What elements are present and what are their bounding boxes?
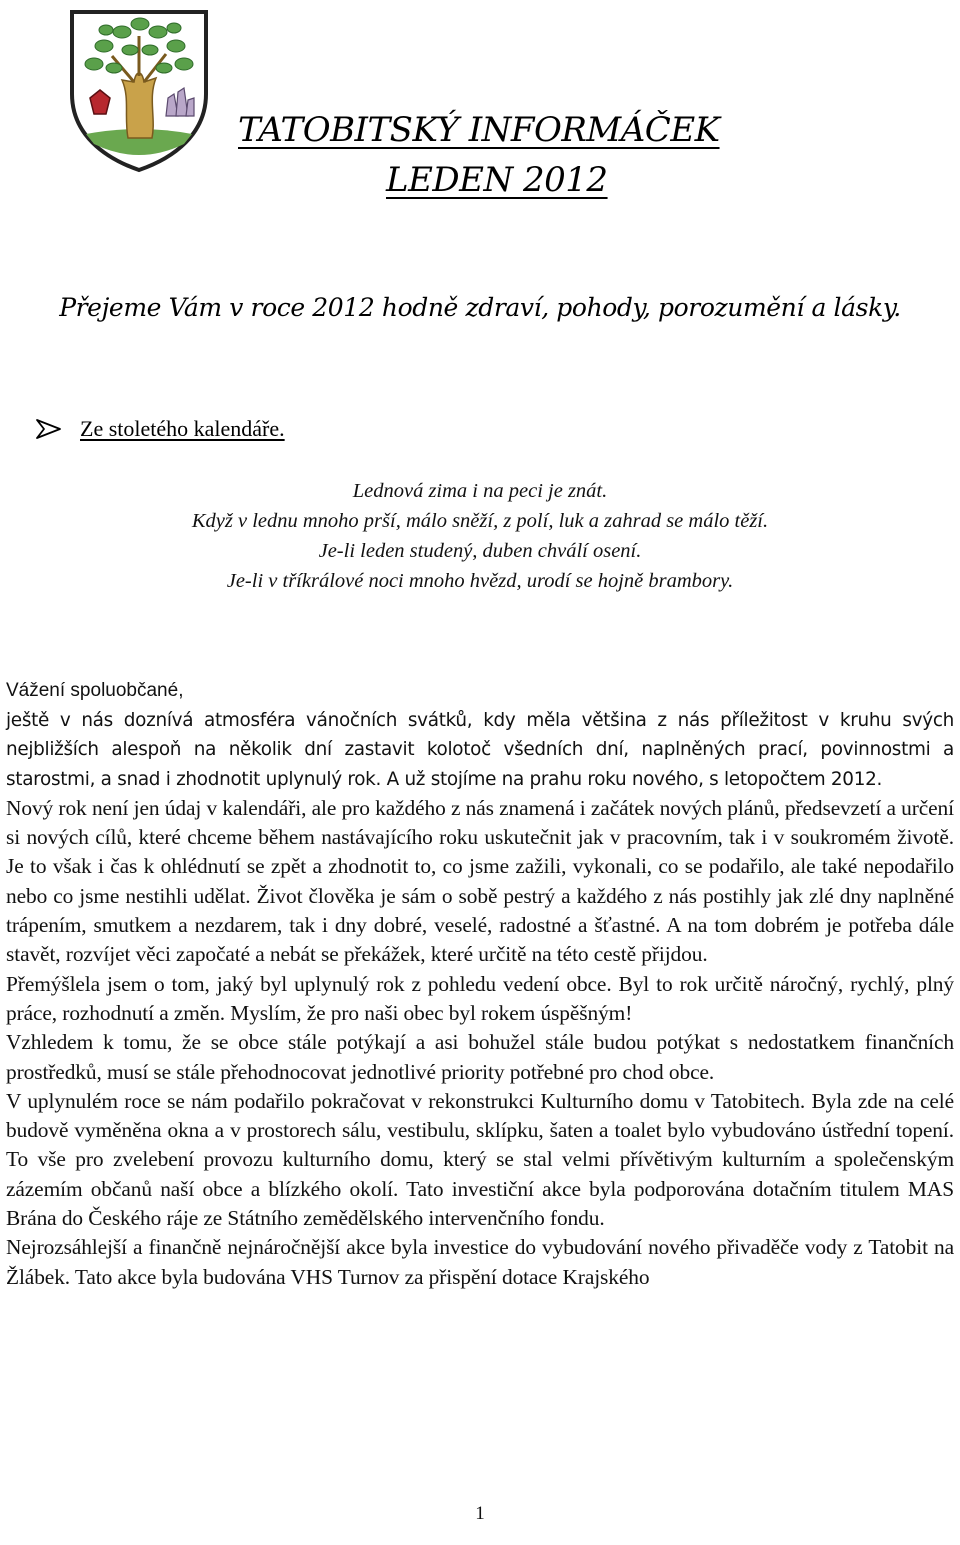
arrow-bullet-icon	[34, 418, 64, 440]
letter-paragraph: ještě v nás doznívá atmosféra vánočních svátků, kdy měla většina z nás příležitost v kruhu svých nejbližších alespoň na několik dní zastavit kolotoč všedních dní, naplněných prací, povinnostmi a starostmi, a snad i zhodnotit uplynulý rok. A už stojíme na prahu roku nového, s letopočtem 2012.	[6, 710, 954, 790]
newsletter-title: TATOBITSKÝ INFORMÁČEK	[238, 110, 720, 150]
letter-paragraph: Přemýšlela jsem o tom, jaký byl uplynulý rok z pohledu vedení obce. Byl to rok určitě náročný, rychlý, plný práce, rozhodnutí a změn. Myslím, že pro naši obec byl rokem úspěšným!	[6, 971, 954, 1025]
coat-of-arms-crest	[64, 6, 214, 174]
section-header	[34, 416, 285, 442]
proverb-line: Je-li leden studený, duben chválí osení.	[318, 540, 642, 562]
proverb-line: Když v lednu mnoho prší, málo sněží, z polí, luk a zahrad se málo těží.	[191, 510, 769, 532]
mayor-letter	[6, 676, 954, 1292]
section-heading: Ze stoletého kalendáře.	[80, 416, 285, 441]
letter-paragraph: Nejrozsáhlejší a finančně nejnáročnější akce byla investice do vybudování nového přivaděče vody z Tatobit na Žlábek. Tato akce byla budována VHS Turnov za přispění dotace Krajského	[6, 1235, 954, 1289]
letter-paragraph: V uplynulém roce se nám podařilo pokračovat v rekonstrukci Kulturního domu v Tatobitech. Byla zde na celé budově vyměněna okna a v prostorech sálu, vestibulu, sklípku, šaten a toalet bylo vybudováno ústřední topení. To vše pro zvelebení provozu kulturního domu, který se stal velmi přívětivým kulturním a společenským zázemím občanů naší obce a blízkého okolí. Tato investiční akce byla podporována dotačním titulem MAS Brána do Českého ráje ze Státního zemědělského intervenčního fondu.	[6, 1088, 954, 1231]
page-number: 1	[475, 1503, 485, 1524]
new-year-greeting: Přejeme Vám v roce 2012 hodně zdraví, pohody, porozumění a lásky.	[59, 293, 901, 322]
proverbs-block	[0, 476, 960, 596]
proverb-line: Je-li v tříkrálové noci mnoho hvězd, urodí se hojně brambory.	[226, 570, 734, 592]
proverb-line: Lednová zima i na peci je znát.	[352, 480, 608, 502]
letter-paragraph: Vzhledem k tomu, že se obce stále potýkají a asi bohužel stále budou potýkat s nedostatkem finančních prostředků, musí se stále přehodnocovat jednotlivé priority potřebné pro chod obce.	[6, 1030, 954, 1084]
letter-paragraph: Nový rok není jen údaj v kalendáři, ale pro každého z nás znamená i začátek nových plánů, předsevzetí a určení si nových cílů, které chceme během nastávajícího roku uskutečnit jak v pracovním, tak i v soukromém životě. Je to však i čas k ohlédnutí se zpět a zhodnotit to, co jsme zažili, vykonali, co se podařilo, ale také nepodařilo nebo co jsme nestihli udělat. Život člověka je sám o sobě pestrý a každého z nás postihly jak zlé dny naplněné trápením, smutkem a nezdarem, tak i dny dobré, veselé, radostné a šťastné. A na tom dobrém je potřeba dále stavět, rozvíjet věci započaté a nebát se překážek, které určitě na této cestě přijdou.	[6, 795, 954, 967]
letter-salutation: Vážení spoluobčané,	[6, 680, 184, 701]
newsletter-issue-date: LEDEN 2012	[386, 160, 608, 200]
